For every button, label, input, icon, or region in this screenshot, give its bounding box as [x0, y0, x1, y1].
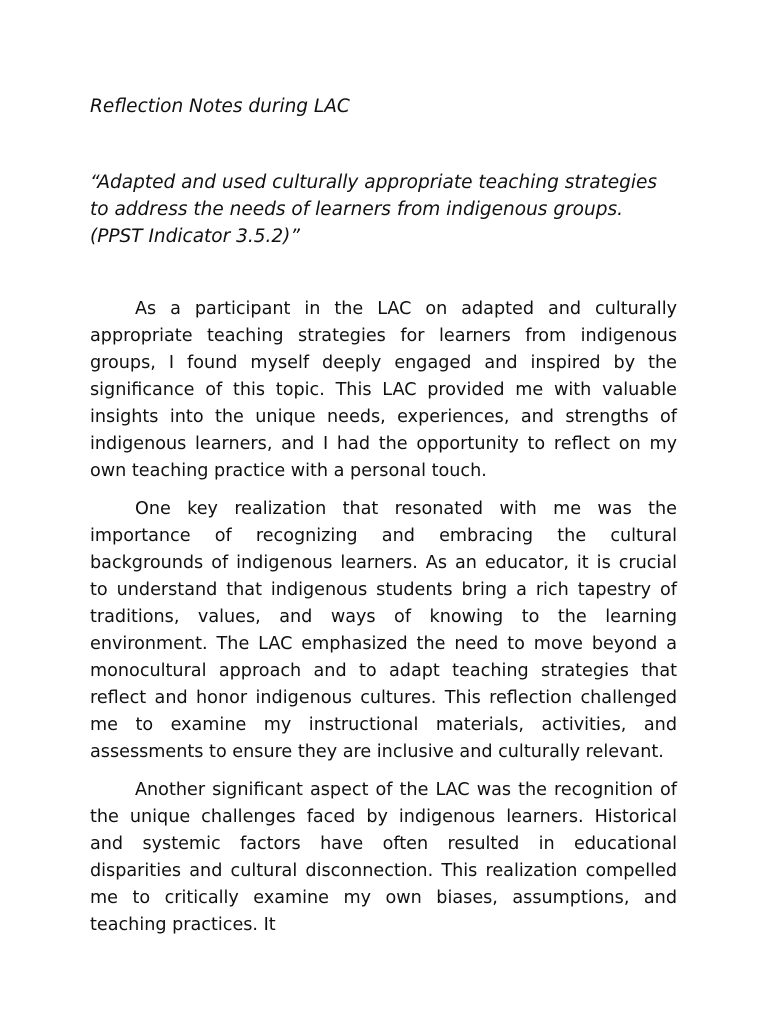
- body-paragraph: Another significant aspect of the LAC was the recognition of the unique challenges faced by indigenous learners. Historical and systemic factors have often resulted in educational disparities and cultural disconnection. This realization compelled me to critically examine my own biases, assumptions, and teaching practices. It: [90, 780, 677, 935]
- document-title: Reflection Notes during LAC: [90, 96, 350, 117]
- indicator-quote: “Adapted and used culturally appropriate teaching strategies to address the needs of learners from indigenous groups. (PPST Indicator 3.5.2)”: [90, 172, 658, 247]
- body-paragraph: One key realization that resonated with me was the importance of recognizing and embracing the cultural backgrounds of indigenous learners. As an educator, it is crucial to understand that indigenous students bring a rich tapestry of traditions, values, and ways of knowing to the learning environment. The LAC emphasized the need to move beyond a monocultural approach and to adapt teaching strategies that reflect and honor indigenous cultures. This reflection challenged me to examine my instructional materials, activities, and assessments to ensure they are inclusive and culturally relevant.: [90, 499, 677, 762]
- document-body: [90, 296, 677, 950]
- body-paragraph: As a participant in the LAC on adapted and culturally appropriate teaching strategies for learners from indigenous groups, I found myself deeply engaged and inspired by the significance of this topic. This LAC provided me with valuable insights into the unique needs, experiences, and strengths of indigenous learners, and I had the opportunity to reflect on my own teaching practice with a personal touch.: [90, 299, 677, 481]
